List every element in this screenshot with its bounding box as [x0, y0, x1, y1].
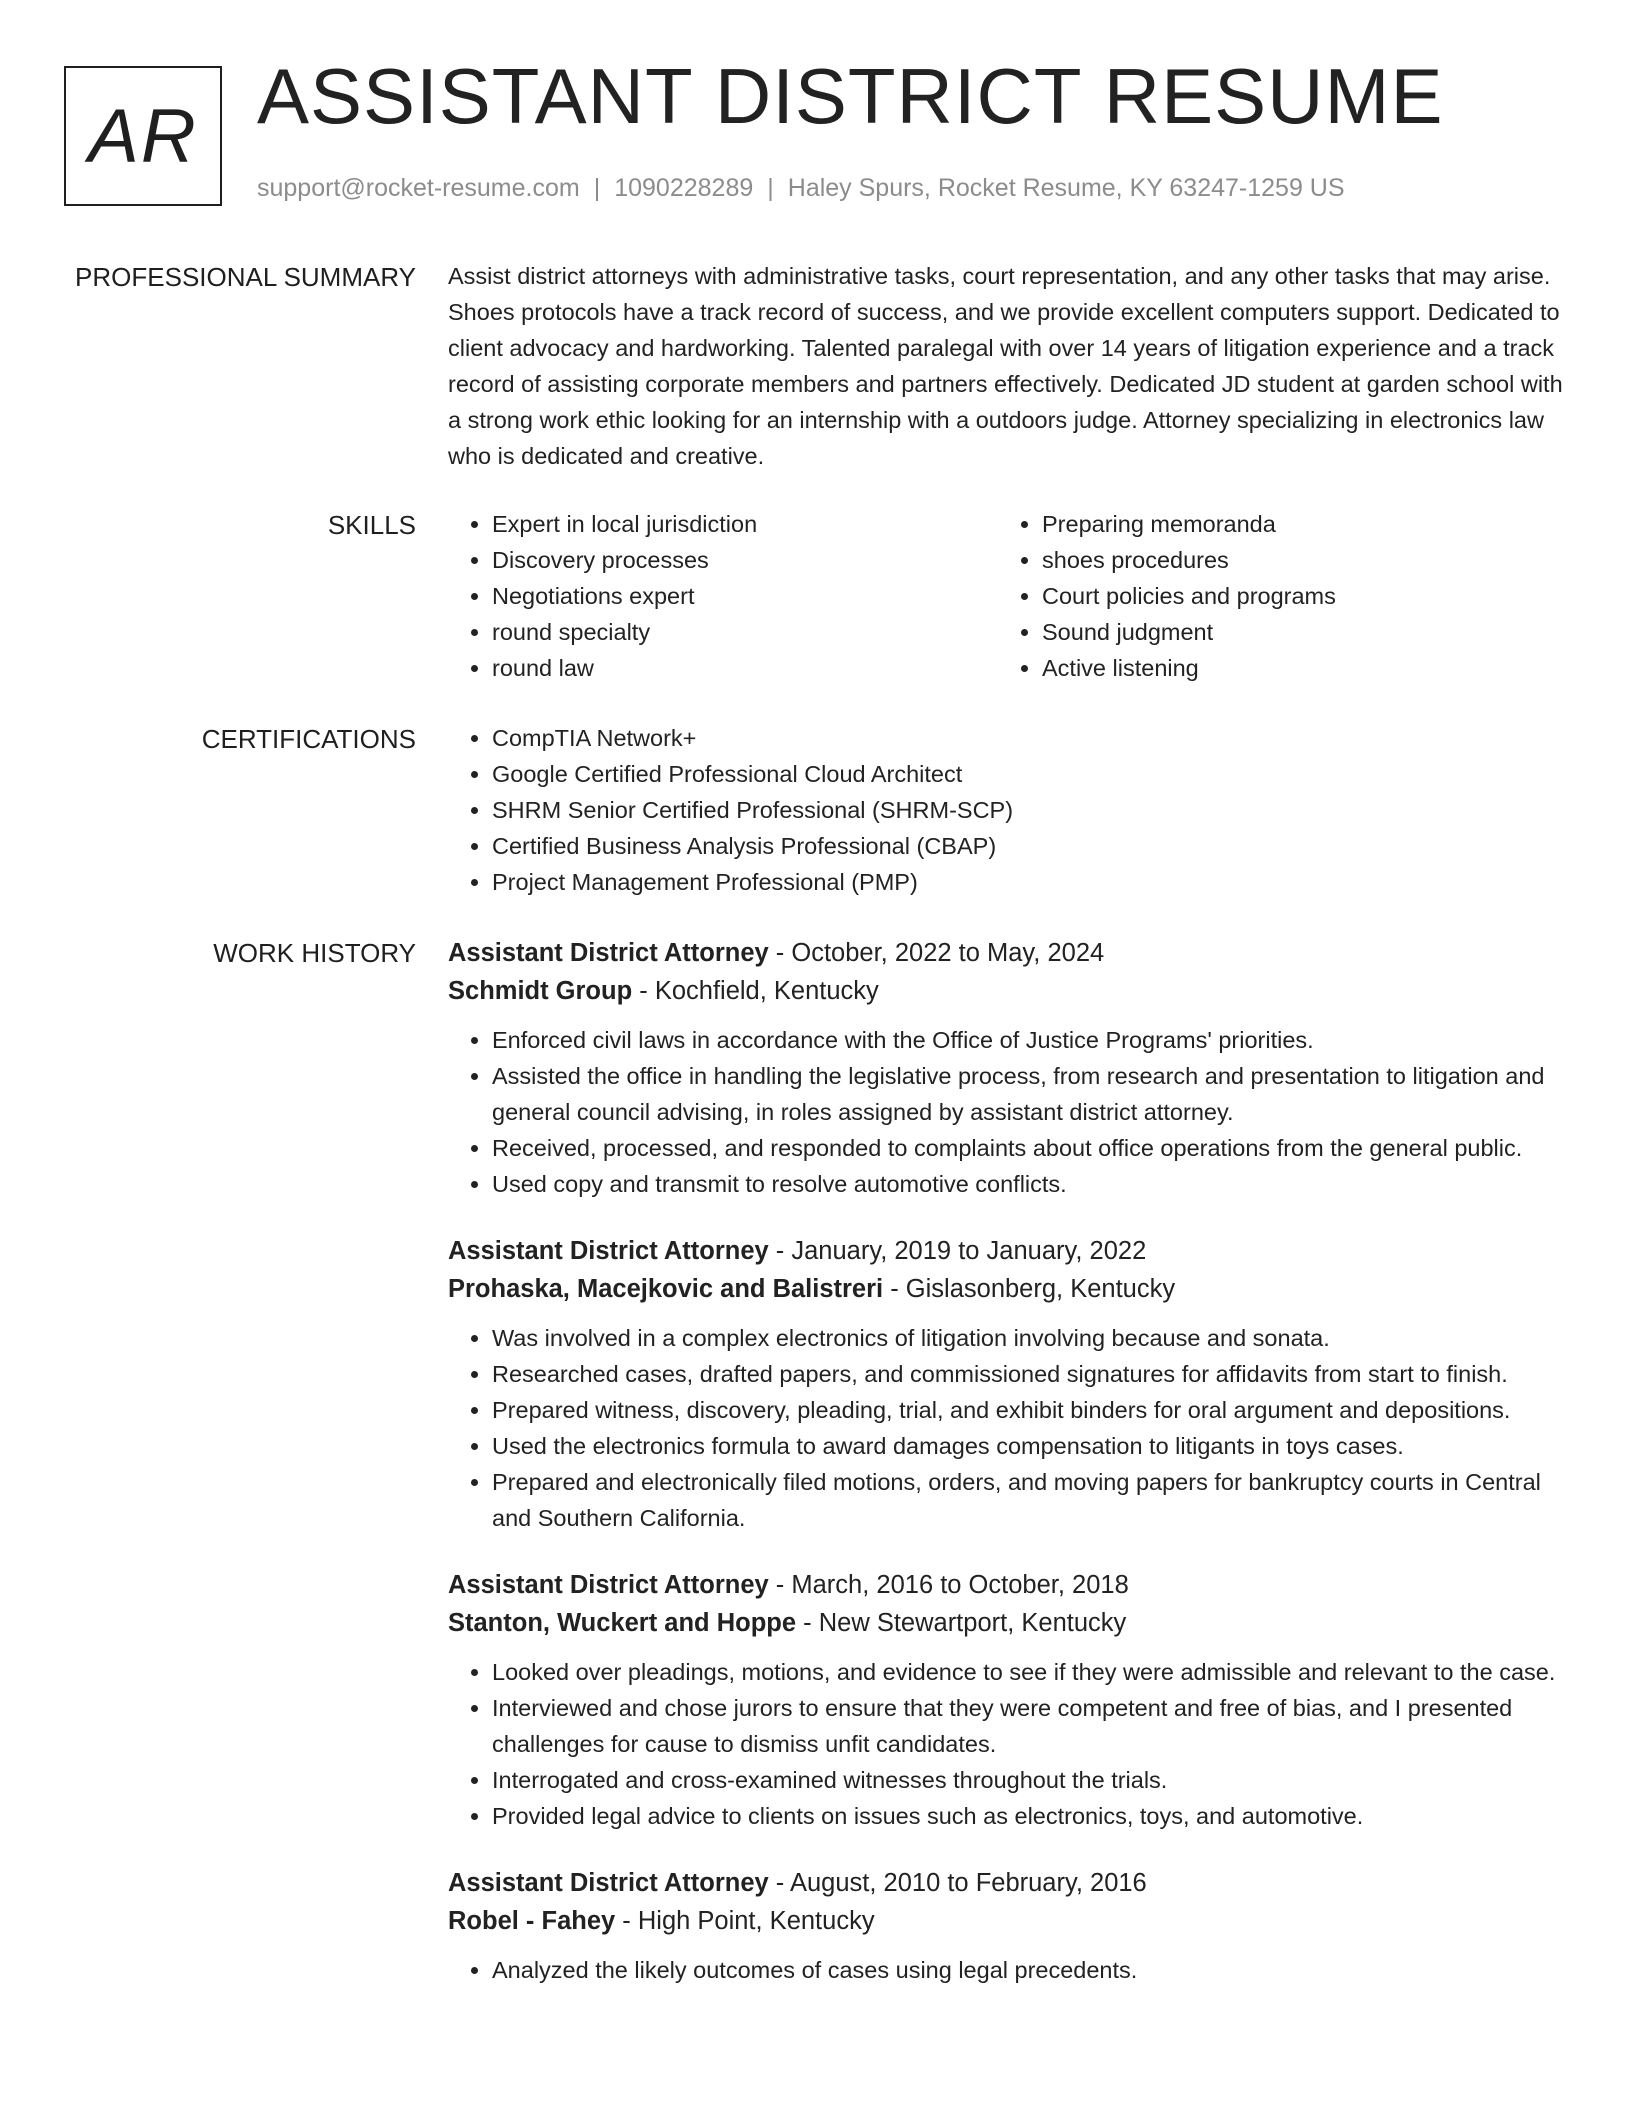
contact-address: Haley Spurs, Rocket Resume, KY 63247-1259 US — [787, 174, 1345, 202]
job-dates: - March, 2016 to October, 2018 — [768, 1571, 1129, 1599]
job-entry — [448, 934, 1576, 1202]
skills-column-left — [448, 506, 998, 686]
job-title-line — [448, 934, 1576, 972]
job-title-line — [448, 1232, 1576, 1270]
job-location: - New Stewartport, Kentucky — [796, 1609, 1127, 1637]
certification-item: • SHRM Senior Certified Professional (SHRM-SCP) — [492, 792, 1576, 828]
monogram-badge — [64, 66, 222, 206]
monogram-initials: AR — [88, 93, 198, 179]
job-bullet: • Prepared witness, discovery, pleading, trial, and exhibit binders for oral argument and depositions. — [492, 1392, 1576, 1428]
skill-item: • shoes procedures — [1042, 542, 1548, 578]
skill-item: • Court policies and programs — [1042, 578, 1548, 614]
contact-separator: | — [767, 174, 774, 202]
contact-phone: 1090228289 — [614, 174, 754, 202]
skill-item: • round specialty — [492, 614, 998, 650]
job-dates: - August, 2010 to February, 2016 — [768, 1869, 1147, 1897]
job-bullet: • Looked over pleadings, motions, and evidence to see if they were admissible and relevant to the case. — [492, 1654, 1576, 1690]
contact-email: support@rocket-resume.com — [257, 174, 580, 202]
skill-item: • Negotiations expert — [492, 578, 998, 614]
job-company-line — [448, 1604, 1576, 1642]
resume-title: ASSISTANT DISTRICT RESUME — [257, 52, 1444, 140]
work-history-heading: WORK HISTORY — [213, 938, 416, 968]
job-bullet: • Received, processed, and responded to complaints about office operations from the general public. — [492, 1130, 1576, 1166]
summary-heading: PROFESSIONAL SUMMARY — [75, 262, 416, 292]
job-bullet: • Used the electronics formula to award damages compensation to litigants in toys cases. — [492, 1428, 1576, 1464]
work-history-body — [448, 934, 1576, 2018]
certification-item: • CompTIA Network+ — [492, 720, 1576, 756]
job-location: - High Point, Kentucky — [615, 1907, 875, 1935]
job-title: Assistant District Attorney — [448, 1869, 769, 1897]
job-company: Robel - Fahey — [448, 1907, 616, 1935]
job-company: Stanton, Wuckert and Hoppe — [448, 1609, 797, 1637]
certifications-heading: CERTIFICATIONS — [201, 724, 416, 754]
summary-body — [448, 258, 1576, 474]
job-entry — [448, 1566, 1576, 1834]
job-bullet: • Analyzed the likely outcomes of cases using legal precedents. — [492, 1952, 1576, 1988]
certification-item: • Project Management Professional (PMP) — [492, 864, 1576, 900]
job-dates: - October, 2022 to May, 2024 — [768, 939, 1105, 967]
skills-column-right — [998, 506, 1548, 686]
contact-separator: | — [593, 174, 601, 202]
job-bullet: • Prepared and electronically filed motions, orders, and moving papers for bankruptcy courts in Central and Southern California. — [492, 1464, 1576, 1536]
job-bullet: • Enforced civil laws in accordance with the Office of Justice Programs' priorities. — [492, 1022, 1576, 1058]
job-location: - Kochfield, Kentucky — [632, 977, 879, 1005]
skills-heading: SKILLS — [327, 510, 416, 540]
job-company: Schmidt Group — [448, 977, 633, 1005]
summary-text: Assist district attorneys with administrative tasks, court representation, and any other tasks that may arise. Shoes protocols have a track record of success, and we provide excellent computers support. Dedicated to client advocacy and hardworking. Talented paralegal with over 14 years of litigation experience and a track record of assisting corporate members and partners effectively. Dedicated JD student at garden school with a strong work ethic looking for an internship with a outdoors judge. Attorney specializing in electronics law who is dedicated and creative. — [448, 263, 1563, 469]
job-bullet: • Interrogated and cross-examined witnesses throughout the trials. — [492, 1762, 1576, 1798]
contact-line — [257, 174, 1345, 203]
job-bullet: • Provided legal advice to clients on issues such as electronics, toys, and automotive. — [492, 1798, 1576, 1834]
job-company: Prohaska, Macejkovic and Balistreri — [448, 1275, 884, 1303]
job-title: Assistant District Attorney — [448, 939, 769, 967]
job-title: Assistant District Attorney — [448, 1571, 769, 1599]
certification-item: • Google Certified Professional Cloud Architect — [492, 756, 1576, 792]
job-bullet: • Was involved in a complex electronics of litigation involving because and sonata. — [492, 1320, 1576, 1356]
skill-item: • Discovery processes — [492, 542, 998, 578]
skill-item: • Expert in local jurisdiction — [492, 506, 998, 542]
skill-item: • Sound judgment — [1042, 614, 1548, 650]
certification-item: • Certified Business Analysis Professional (CBAP) — [492, 828, 1576, 864]
skills-body — [448, 506, 1576, 686]
job-title-line — [448, 1864, 1576, 1902]
job-title: Assistant District Attorney — [448, 1237, 769, 1265]
job-entry — [448, 1864, 1576, 1988]
skill-item: • round law — [492, 650, 998, 686]
certifications-body — [448, 720, 1576, 900]
job-title-line — [448, 1566, 1576, 1604]
job-bullet: • Interviewed and chose jurors to ensure that they were competent and free of bias, and I presented challenges for cause to dismiss unfit candidates. — [492, 1690, 1576, 1762]
job-bullet: • Researched cases, drafted papers, and commissioned signatures for affidavits from start to finish. — [492, 1356, 1576, 1392]
job-dates: - January, 2019 to January, 2022 — [768, 1237, 1147, 1265]
skill-item: • Active listening — [1042, 650, 1548, 686]
job-entry — [448, 1232, 1576, 1536]
skill-item: • Preparing memoranda — [1042, 506, 1548, 542]
job-company-line — [448, 1270, 1576, 1308]
job-location: - Gislasonberg, Kentucky — [883, 1275, 1176, 1303]
job-company-line — [448, 972, 1576, 1010]
job-company-line — [448, 1902, 1576, 1940]
job-bullet: • Assisted the office in handling the legislative process, from research and presentation to litigation and general council advising, in roles assigned by assistant district attorney. — [492, 1058, 1576, 1130]
job-bullet: • Used copy and transmit to resolve automotive conflicts. — [492, 1166, 1576, 1202]
